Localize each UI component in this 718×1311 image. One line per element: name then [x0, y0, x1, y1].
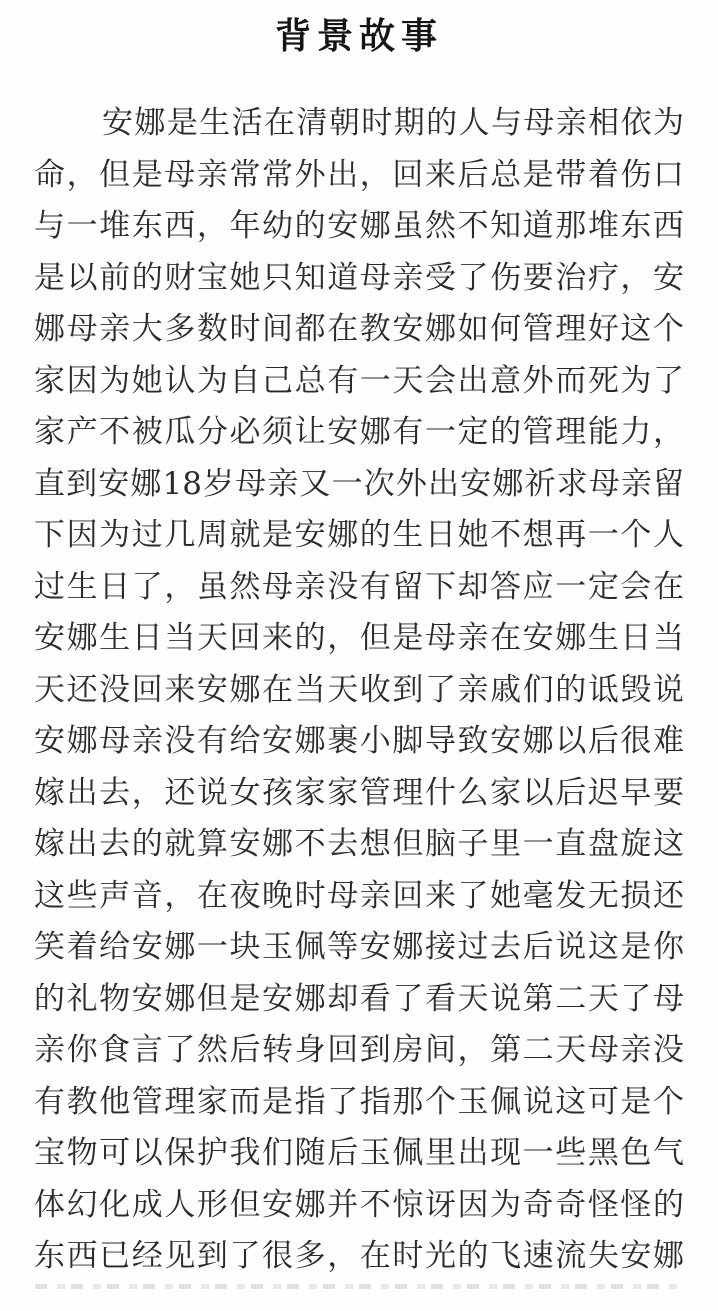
clipped-next-line-fragment: [35, 1284, 683, 1289]
document-page: [0, 14, 718, 1311]
text-line: 是以前的财宝她只知道母亲受了伤要治疗，安: [34, 259, 684, 296]
text-line: 体幻化成人形但安娜并不惊讶因为奇奇怪怪的: [34, 1186, 684, 1223]
text-line: 家产不被瓜分必须让安娜有一定的管理能力，: [34, 414, 684, 450]
text-line: 下因为过几周就是安娜的生日她不想再一个人: [34, 517, 684, 553]
text-line: 嫁出去，还说女孩家家管理什么家以后迟早要: [34, 774, 684, 811]
text-line: 这些声音，在夜晚时母亲回来了她毫发无损还: [34, 877, 684, 914]
text-line: 笑着给安娜一块玉佩等安娜接过去后说这是你: [34, 929, 684, 965]
text-line: 东西已经见到了很多，在时光的飞速流失安娜: [34, 1238, 684, 1274]
text-line: 过生日了，虽然母亲没有留下却答应一定会在: [34, 568, 684, 605]
text-line: 有教他管理家而是指了指那个玉佩说这可是个: [34, 1083, 684, 1120]
text-line: 嫁出去的就算安娜不去想但脑子里一直盘旋这: [34, 826, 684, 862]
text-line: 家因为她认为自己总有一天会出意外而死为了: [34, 362, 684, 399]
text-line: 直到安娜18岁母亲又一次外出安娜祈求母亲留: [34, 465, 684, 502]
text-line: 娜母亲大多数时间都在教安娜如何管理好这个: [34, 311, 684, 347]
text-line: 安娜生日当天回来的，但是母亲在安娜生日当: [34, 620, 684, 656]
text-line: 与一堆东西，年幼的安娜虽然不知道那堆东西: [34, 208, 684, 244]
page-title: 背景故事: [274, 15, 443, 57]
text-line: 的礼物安娜但是安娜却看了看天说第二天了母: [34, 980, 684, 1017]
text-line: 亲你食言了然后转身回到房间，第二天母亲没: [34, 1032, 684, 1068]
text-line: 命，但是母亲常常外出，回来后总是带着伤口: [34, 156, 684, 193]
text-line: 天还没回来安娜在当天收到了亲戚们的诋毁说: [34, 671, 684, 708]
story-paragraph: [34, 98, 684, 1283]
text-line: 安娜母亲没有给安娜裹小脚导致安娜以后很难: [34, 723, 684, 759]
text-line: 宝物可以保护我们随后玉佩里出现一些黑色气: [34, 1135, 684, 1171]
text-line: 安娜是生活在清朝时期的人与母亲相依为: [102, 105, 684, 141]
